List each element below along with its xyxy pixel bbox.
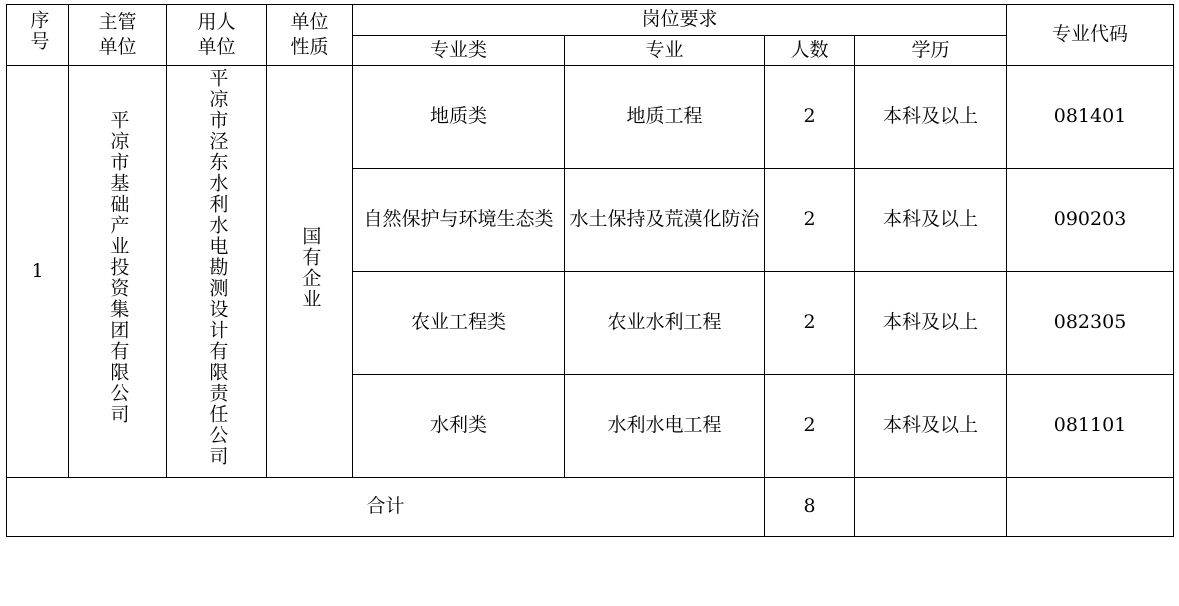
header-major-category: 专业类 xyxy=(353,35,565,66)
header-admin-unit-line2: 单位 xyxy=(98,36,137,59)
header-unit-nature-line2: 性质 xyxy=(290,36,329,59)
table-body xyxy=(7,66,1174,537)
cell-education: 本科及以上 xyxy=(855,169,1007,272)
cell-major: 水利水电工程 xyxy=(565,375,765,478)
header-major-code: 专业代码 xyxy=(1007,5,1174,66)
cell-major-code: 090203 xyxy=(1007,169,1174,272)
cell-headcount: 2 xyxy=(765,169,855,272)
header-job-requirements: 岗位要求 xyxy=(353,5,1007,36)
cell-major-code: 082305 xyxy=(1007,272,1174,375)
cell-seq: 1 xyxy=(7,66,69,478)
header-seq xyxy=(7,5,69,66)
cell-employer-unit xyxy=(167,66,267,478)
header-seq-label: 序号 xyxy=(27,10,50,53)
total-label: 合计 xyxy=(7,478,765,537)
total-major-code xyxy=(1007,478,1174,537)
header-major: 专业 xyxy=(565,35,765,66)
header-unit-nature-line1: 单位 xyxy=(290,10,329,33)
header-admin-unit xyxy=(69,5,167,66)
cell-major: 农业水利工程 xyxy=(565,272,765,375)
cell-major: 地质工程 xyxy=(565,66,765,169)
recruitment-table xyxy=(6,4,1174,537)
header-employer-unit-line2: 单位 xyxy=(197,36,236,59)
total-headcount: 8 xyxy=(765,478,855,537)
cell-major-category: 自然保护与环境生态类 xyxy=(353,169,565,272)
cell-unit-nature xyxy=(267,66,353,478)
cell-major-code: 081101 xyxy=(1007,375,1174,478)
cell-unit-nature-text: 国有企业 xyxy=(299,225,322,310)
cell-headcount: 2 xyxy=(765,66,855,169)
cell-admin-unit-text: 平凉市基础产业投资集团有限公司 xyxy=(107,110,130,426)
header-unit-nature xyxy=(267,5,353,66)
header-employer-unit xyxy=(167,5,267,66)
header-headcount: 人数 xyxy=(765,35,855,66)
cell-major-category: 地质类 xyxy=(353,66,565,169)
table-row xyxy=(7,66,1174,169)
cell-major-category: 农业工程类 xyxy=(353,272,565,375)
cell-major-category: 水利类 xyxy=(353,375,565,478)
cell-employer-unit-text: 平凉市泾东水利水电勘测设计有限责任公司 xyxy=(206,68,229,468)
cell-headcount: 2 xyxy=(765,272,855,375)
table-total-row xyxy=(7,478,1174,537)
table-header xyxy=(7,5,1174,66)
total-education xyxy=(855,478,1007,537)
cell-major: 水土保持及荒漠化防治 xyxy=(565,169,765,272)
cell-education: 本科及以上 xyxy=(855,272,1007,375)
cell-headcount: 2 xyxy=(765,375,855,478)
header-education: 学历 xyxy=(855,35,1007,66)
header-employer-unit-line1: 用人 xyxy=(197,10,236,33)
header-admin-unit-line1: 主管 xyxy=(98,10,137,33)
cell-major-code: 081401 xyxy=(1007,66,1174,169)
cell-admin-unit xyxy=(69,66,167,478)
cell-education: 本科及以上 xyxy=(855,375,1007,478)
cell-education: 本科及以上 xyxy=(855,66,1007,169)
header-row-1 xyxy=(7,5,1174,36)
